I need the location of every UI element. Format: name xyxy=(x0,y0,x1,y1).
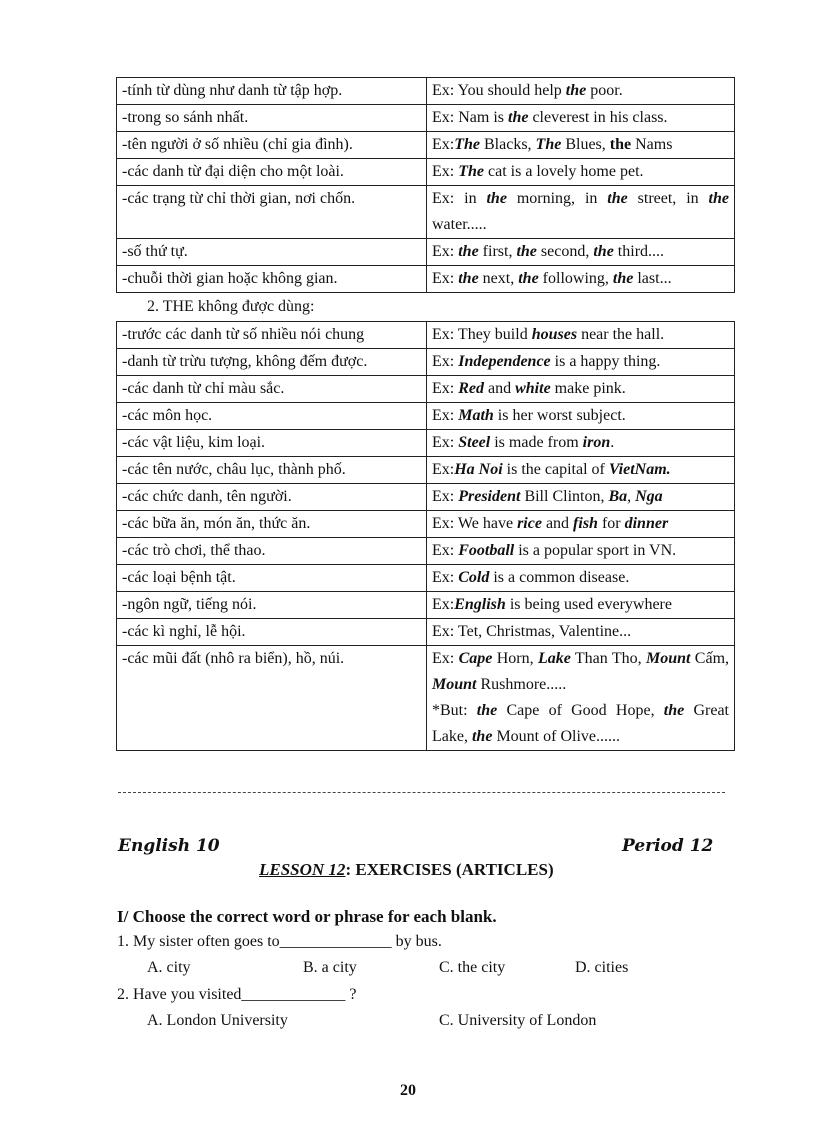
table-row xyxy=(117,430,735,457)
example-cell: Ex: You should help the poor. xyxy=(427,78,735,105)
question-1-option-b: B. a city xyxy=(303,959,357,976)
example-cell: Ex: The cat is a lovely home pet. xyxy=(427,159,735,186)
table-row xyxy=(117,646,735,751)
table-row xyxy=(117,484,735,511)
example-cell: Ex: in the morning, in the street, in the water..... xyxy=(427,186,735,239)
question-2: 2. Have you visited_____________ ? xyxy=(117,986,357,1003)
rule-cell: -tính từ dùng như danh từ tập hợp. xyxy=(117,78,427,105)
lesson-title-text: : EXERCISES (ARTICLES) xyxy=(345,860,554,879)
table-row xyxy=(117,538,735,565)
rule-cell: -các loại bệnh tật. xyxy=(117,565,427,592)
example-cell: Ex: the next, the following, the last... xyxy=(427,266,735,293)
rule-cell: -các danh từ đại diện cho một loài. xyxy=(117,159,427,186)
rule-cell: -các danh từ chỉ màu sắc. xyxy=(117,376,427,403)
example-cell: Ex: President Bill Clinton, Ba, Nga xyxy=(427,484,735,511)
example-cell: Ex: the first, the second, the third.... xyxy=(427,239,735,266)
rule-cell: -tên người ở số nhiều (chỉ gia đình). xyxy=(117,132,427,159)
example-cell: Ex: Cape Horn, Lake Than Tho, Mount Cấm, Mount Rushmore..... *But: the Cape of Good Hope, the Great Lake, the Mount of Olive...... xyxy=(427,646,735,751)
example-cell: Ex: Steel is made from iron. xyxy=(427,430,735,457)
example-cell: Ex: Football is a popular sport in VN. xyxy=(427,538,735,565)
table-row xyxy=(117,239,735,266)
example-cell: Ex:English is being used everywhere xyxy=(427,592,735,619)
part-heading: I/ Choose the correct word or phrase for each blank. xyxy=(117,907,497,926)
section-2-heading: 2. THE không được dùng: xyxy=(147,298,315,315)
table-row xyxy=(117,349,735,376)
table-row xyxy=(117,132,735,159)
header-course: English 10 xyxy=(118,836,220,856)
header-period: Period 12 xyxy=(622,836,714,856)
page-number: 20 xyxy=(400,1082,416,1099)
table-row xyxy=(117,457,735,484)
example-cell: Ex: Red and white make pink. xyxy=(427,376,735,403)
example-cell: Ex: Tet, Christmas, Valentine... xyxy=(427,619,735,646)
example-cell: Ex:The Blacks, The Blues, the Nams xyxy=(427,132,735,159)
table-row xyxy=(117,266,735,293)
table-row xyxy=(117,159,735,186)
rule-cell: -các chức danh, tên người. xyxy=(117,484,427,511)
question-2-option-a: A. London University xyxy=(147,1012,288,1029)
rule-cell: -các tên nước, châu lục, thành phố. xyxy=(117,457,427,484)
rule-cell: -chuỗi thời gian hoặc không gian. xyxy=(117,266,427,293)
table-row xyxy=(117,186,735,239)
rule-cell: -số thứ tự. xyxy=(117,239,427,266)
question-1-option-d: D. cities xyxy=(575,959,629,976)
lesson-title xyxy=(259,860,554,880)
rule-cell: -các trạng từ chỉ thời gian, nơi chốn. xyxy=(117,186,427,239)
example-cell: Ex: Nam is the cleverest in his class. xyxy=(427,105,735,132)
table-row xyxy=(117,511,735,538)
rule-cell: -các môn học. xyxy=(117,403,427,430)
rule-cell: -các vật liệu, kim loại. xyxy=(117,430,427,457)
rule-cell: -các mũi đất (nhô ra biển), hồ, núi. xyxy=(117,646,427,751)
rule-cell: -các bữa ăn, món ăn, thức ăn. xyxy=(117,511,427,538)
rule-cell: -các trò chơi, thể thao. xyxy=(117,538,427,565)
table-row xyxy=(117,403,735,430)
article-use-table xyxy=(116,77,735,293)
table-row xyxy=(117,565,735,592)
table-row xyxy=(117,78,735,105)
example-cell: Ex: We have rice and fish for dinner xyxy=(427,511,735,538)
example-cell: Ex: They build houses near the hall. xyxy=(427,322,735,349)
rule-cell: -danh từ trừu tượng, không đếm được. xyxy=(117,349,427,376)
example-cell: Ex: Math is her worst subject. xyxy=(427,403,735,430)
dashed-divider xyxy=(118,792,725,793)
rule-cell: -trong so sánh nhất. xyxy=(117,105,427,132)
example-cell: Ex: Cold is a common disease. xyxy=(427,565,735,592)
rule-cell: -ngôn ngữ, tiếng nói. xyxy=(117,592,427,619)
lesson-label: LESSON 12 xyxy=(259,860,346,879)
example-cell: Ex:Ha Noi is the capital of VietNam. xyxy=(427,457,735,484)
table-row xyxy=(117,592,735,619)
question-2-option-c: C. University of London xyxy=(439,1012,597,1029)
question-1: 1. My sister often goes to______________ by bus. xyxy=(117,933,442,950)
table-row xyxy=(117,619,735,646)
example-cell: Ex: Independence is a happy thing. xyxy=(427,349,735,376)
article-not-used-table xyxy=(116,321,735,751)
question-1-option-c: C. the city xyxy=(439,959,506,976)
question-1-option-a: A. city xyxy=(147,959,191,976)
table-row xyxy=(117,322,735,349)
table-row xyxy=(117,105,735,132)
rule-cell: -trước các danh từ số nhiều nói chung xyxy=(117,322,427,349)
rule-cell: -các kì nghỉ, lễ hội. xyxy=(117,619,427,646)
table-row xyxy=(117,376,735,403)
